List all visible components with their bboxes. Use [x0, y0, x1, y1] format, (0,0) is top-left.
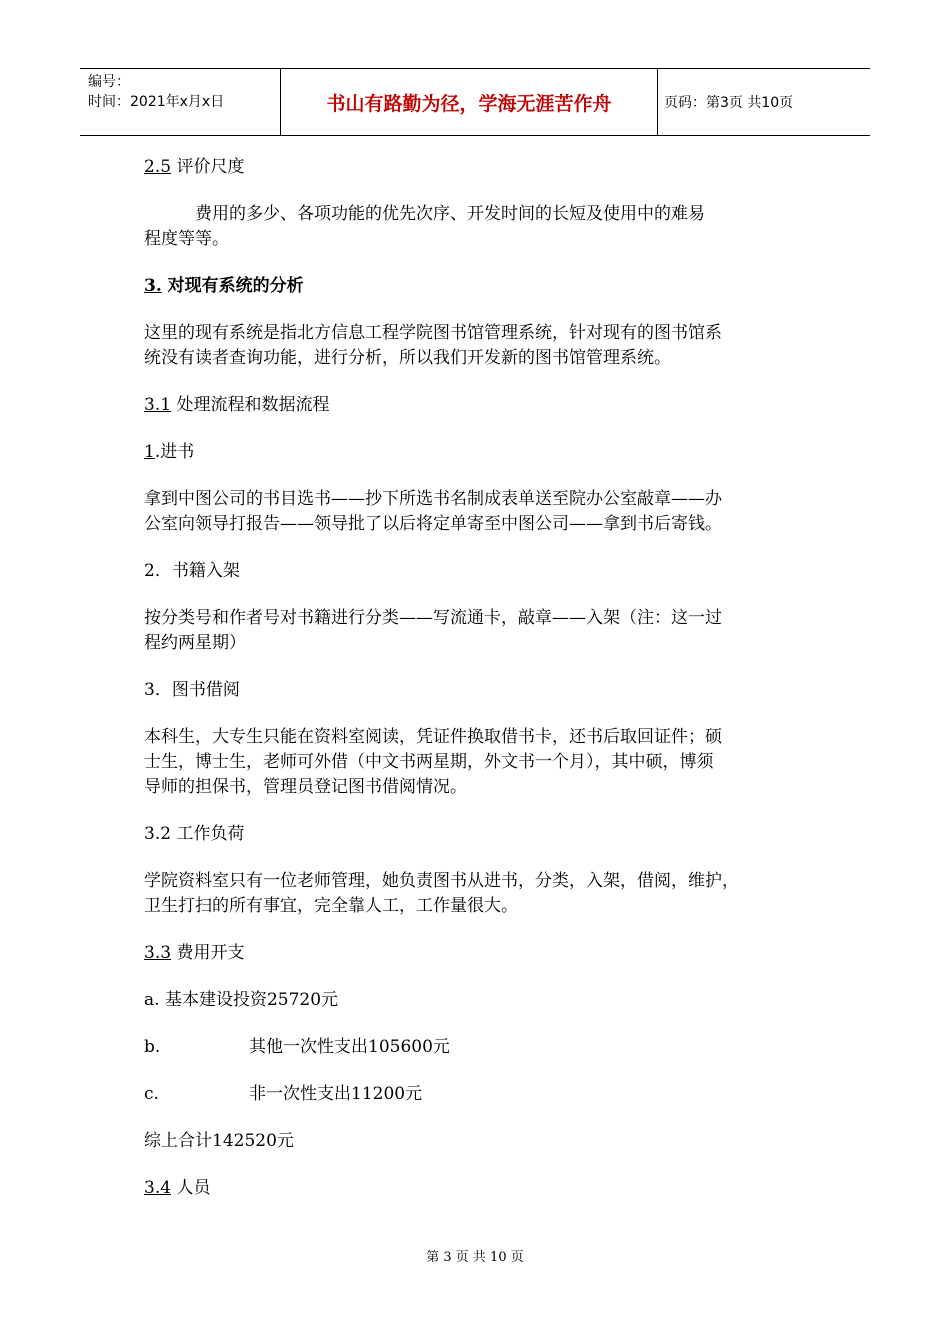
expense-b: [144, 1035, 804, 1060]
paragraph: 导师的担保书，管理员登记图书借阅情况。: [144, 777, 467, 797]
header-meta: [80, 69, 281, 135]
section-number: 3.: [144, 276, 162, 296]
item-2-heading: 2．书籍入架: [144, 561, 240, 581]
item-title: .进书: [154, 442, 195, 462]
paragraph: 这里的现有系统是指北方信息工程学院图书馆管理系统，针对现有的图书馆系: [144, 323, 722, 343]
header-page-info: 页码：第3页 共10页: [664, 95, 794, 111]
section-number: 3.4: [144, 1178, 172, 1198]
paragraph: 按分类号和作者号对书籍进行分类——写流通卡，敲章——入架（注：这一过: [144, 608, 722, 628]
section-number: 3.3: [144, 943, 172, 963]
expense-c: [144, 1082, 804, 1107]
expense-total: 综上合计142520元: [144, 1131, 294, 1151]
section-number: 2.5: [144, 157, 172, 177]
paragraph: 统没有读者查询功能，进行分析，所以我们开发新的图书馆管理系统。: [144, 348, 671, 368]
item-number: 1: [144, 442, 155, 462]
document-body: [144, 155, 804, 1201]
paragraph: 公室向领导打报告——领导批了以后将定单寄至中图公司——拿到书后寄钱。: [144, 514, 722, 534]
expense-text: 其他一次性支出105600元: [249, 1037, 450, 1057]
header-motto: 书山有路勤为径，学海无涯苦作舟: [281, 69, 658, 135]
section-3-heading: [144, 274, 804, 299]
paragraph: 拿到中图公司的书目选书——抄下所选书名制成表单送至院办公室敲章——办: [144, 489, 722, 509]
paragraph: 程约两星期）: [144, 633, 246, 653]
section-title: 处理流程和数据流程: [171, 395, 330, 415]
paragraph: 士生，博士生，老师可外借（中文书两星期，外文书一个月），其中硕，博须: [144, 752, 714, 772]
item-1-heading: [144, 440, 804, 465]
section-title: 评价尺度: [171, 157, 245, 177]
item-3-heading: 3．图书借阅: [144, 680, 240, 700]
section-title: 人员: [171, 1178, 211, 1198]
date-label: 时间：2021年x月x日: [88, 94, 225, 110]
paragraph: 本科生，大专生只能在资料室阅读，凭证件换取借书卡，还书后取回证件；硕: [144, 727, 722, 747]
expense-label: b.: [144, 1037, 161, 1057]
expense-label: c.: [144, 1084, 159, 1104]
page-footer: 第 3 页 共 10 页: [426, 1250, 524, 1265]
section-3-1-heading: [144, 393, 804, 418]
section-3-3-heading: [144, 941, 804, 966]
paragraph: 学院资料室只有一位老师管理，她负责图书从进书，分类，入架，借阅，维护，: [144, 871, 739, 891]
section-title: 费用开支: [171, 943, 245, 963]
section-number: 3.1: [144, 395, 172, 415]
paragraph: 卫生打扫的所有事宜，完全靠人工，工作量很大。: [144, 896, 518, 916]
expense-text: 非一次性支出11200元: [249, 1084, 423, 1104]
section-3-2-heading: 3.2 工作负荷: [144, 824, 245, 844]
paragraph: 程度等等。: [144, 229, 229, 249]
expense-a: a. 基本建设投资25720元: [144, 990, 339, 1010]
section-3-4-heading: [144, 1176, 804, 1201]
section-2-5-heading: [144, 155, 804, 180]
code-label: 编号：: [88, 74, 130, 90]
paragraph: 费用的多少、各项功能的优先次序、开发时间的长短及使用中的难易: [144, 204, 705, 224]
page-header: [80, 68, 870, 136]
section-title: 对现有系统的分析: [161, 276, 304, 296]
